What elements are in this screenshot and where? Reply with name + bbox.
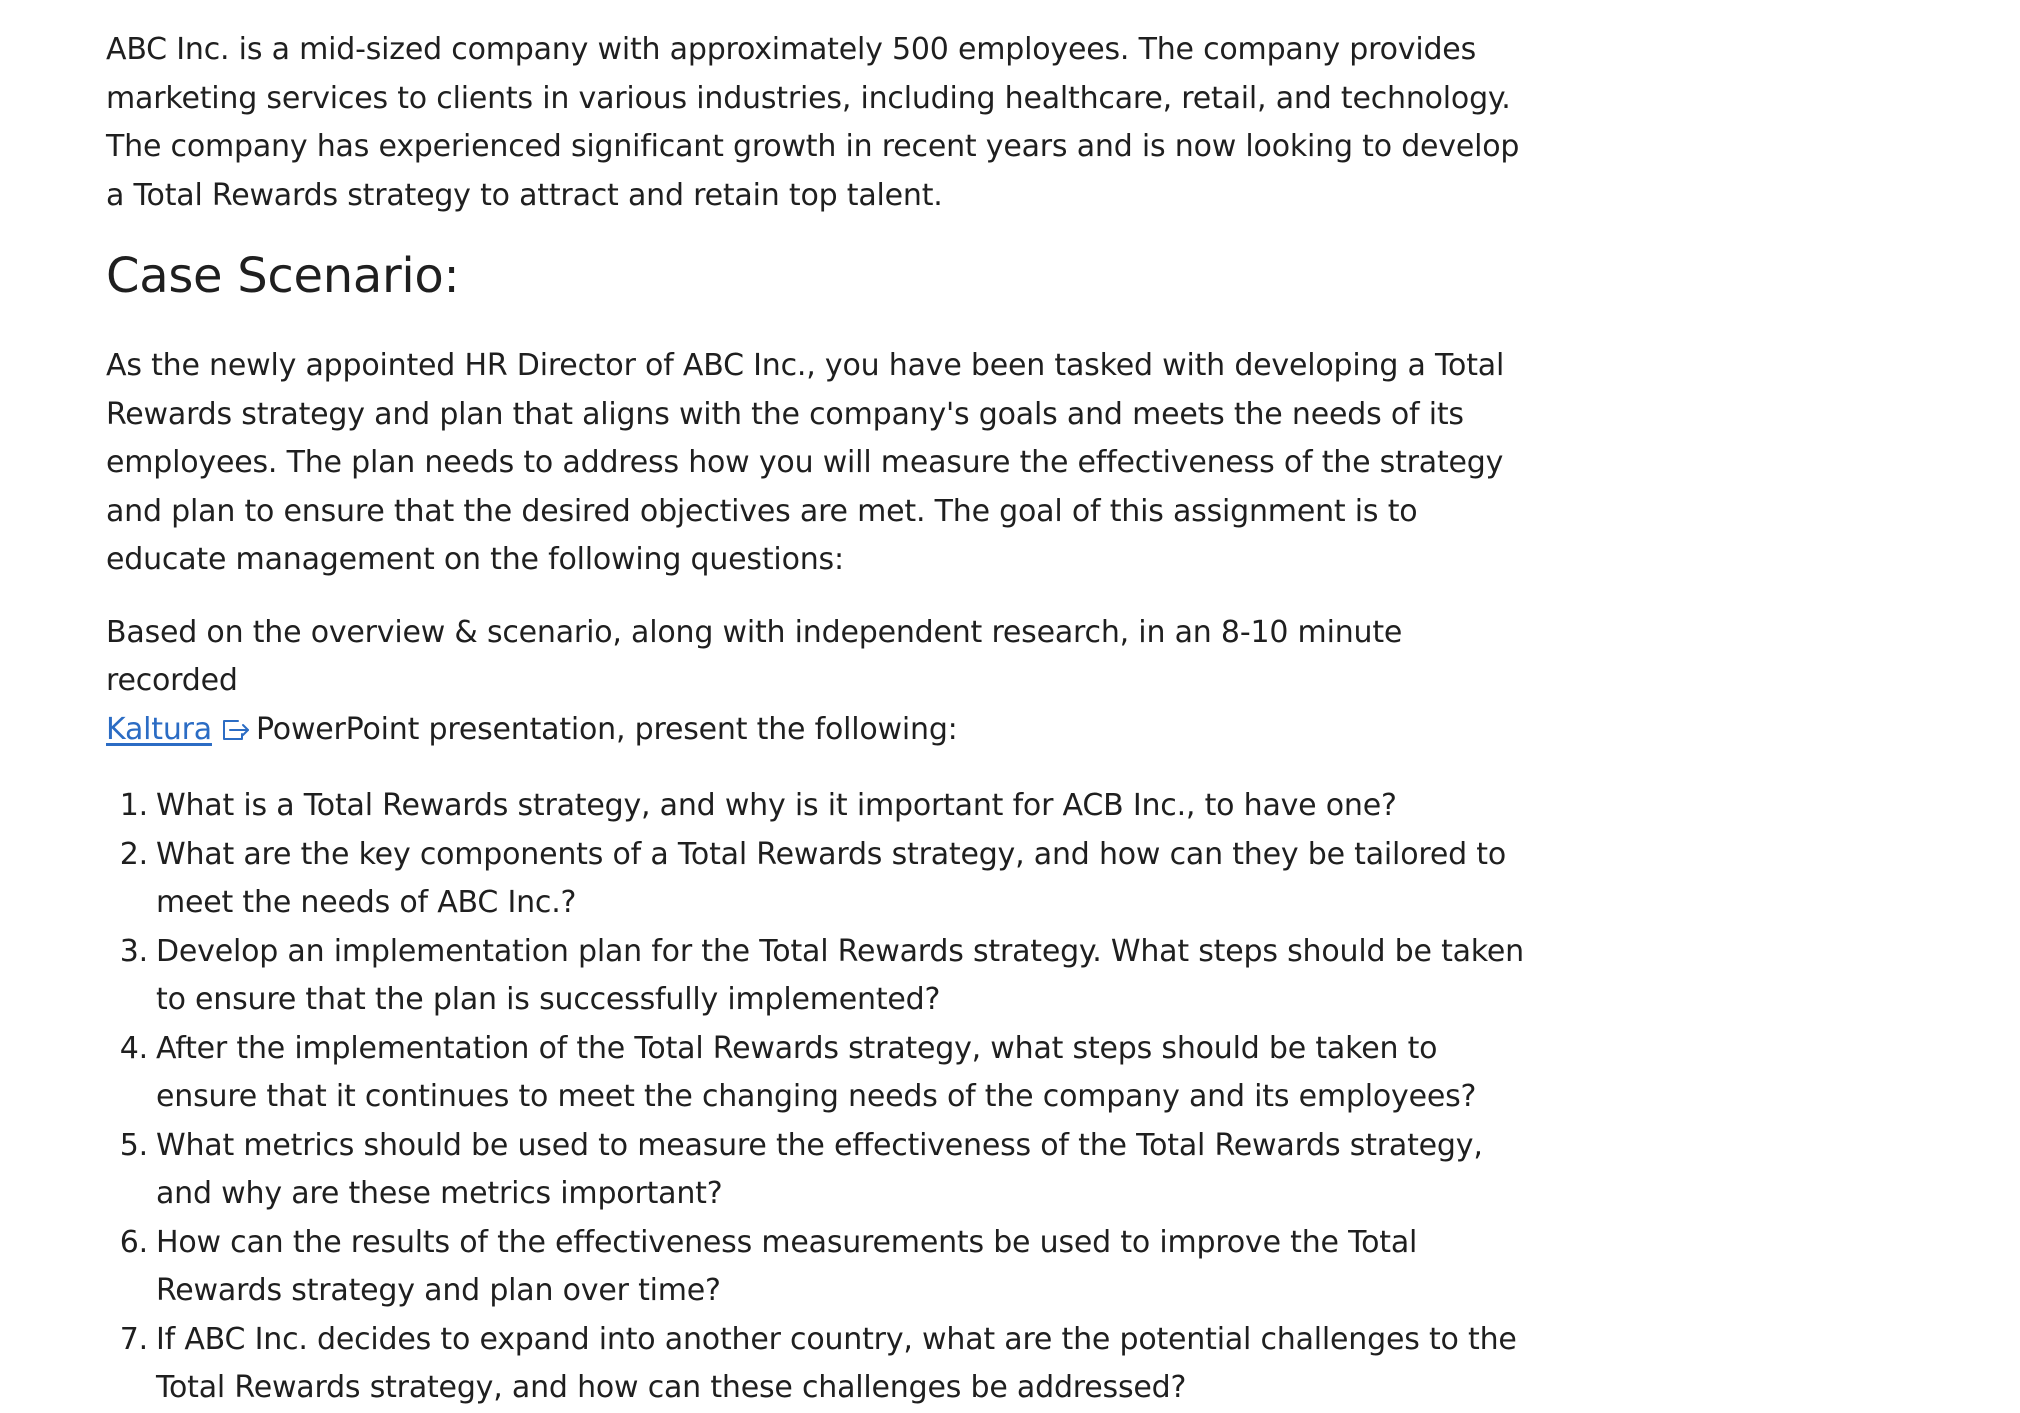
list-item bbox=[106, 1316, 1526, 1413]
list-number: 5. bbox=[119, 1127, 148, 1163]
list-number: 2. bbox=[119, 836, 148, 872]
list-item bbox=[106, 1025, 1526, 1122]
intro-paragraph: ABC Inc. is a mid-sized company with approximately 500 employees. The company provides marketing services to clients in various industries, including healthcare, retail, and technology. The company has experienced significant growth in recent years and is now looking to develop a Total Rewards strategy to attract and retain top talent. bbox=[106, 32, 1520, 213]
scenario-paragraph: As the newly appointed HR Director of ABC Inc., you have been tasked with developing a Total Rewards strategy and plan that aligns with the company's goals and meets the needs of its employees. The plan needs to address how you will measure the effectiveness of the strategy and plan to ensure that the desired objectives are met. The goal of this assignment is to educate management on the following questions: bbox=[106, 348, 1505, 577]
task-text-after-link: PowerPoint presentation, present the following: bbox=[255, 711, 958, 747]
list-item bbox=[106, 831, 1526, 928]
list-item-text: Develop an implementation plan for the Total Rewards strategy. What steps should be taken to ensure that the plan is successfully implemented? bbox=[156, 933, 1524, 1017]
list-item bbox=[106, 782, 1526, 831]
list-number: 7. bbox=[119, 1321, 148, 1357]
list-number: 1. bbox=[119, 788, 148, 823]
list-number: 4. bbox=[119, 1030, 148, 1066]
external-link-icon[interactable] bbox=[220, 710, 252, 759]
task-paragraph bbox=[106, 609, 1526, 759]
case-scenario-heading: Case Scenario: bbox=[106, 248, 460, 304]
list-item bbox=[106, 1219, 1526, 1316]
list-item-text: If ABC Inc. decides to expand into another country, what are the potential challenges to the Total Rewards strategy, and how can these challenges be addressed? bbox=[156, 1321, 1517, 1405]
assignment-content bbox=[106, 26, 1526, 1413]
list-item-text: What is a Total Rewards strategy, and why is it important for ACB Inc., to have one? bbox=[156, 788, 1397, 823]
list-item-text: What are the key components of a Total Rewards strategy, and how can they be tailored to meet the needs of ABC Inc.? bbox=[156, 836, 1506, 920]
list-number: 6. bbox=[119, 1224, 148, 1260]
list-item bbox=[106, 928, 1526, 1025]
list-item bbox=[106, 1122, 1526, 1219]
list-number: 3. bbox=[119, 933, 148, 969]
list-item-text: What metrics should be used to measure the effectiveness of the Total Rewards strategy, and why are these metrics important? bbox=[156, 1127, 1483, 1211]
questions-list bbox=[106, 782, 1526, 1413]
list-item-text: How can the results of the effectiveness measurements be used to improve the Total Rewards strategy and plan over time? bbox=[156, 1224, 1418, 1308]
kaltura-link[interactable]: Kaltura bbox=[106, 711, 212, 747]
task-text-before-link: Based on the overview & scenario, along with independent research, in an 8-10 minute recorded bbox=[106, 614, 1403, 698]
list-item-text: After the implementation of the Total Rewards strategy, what steps should be taken to ensure that it continues to meet the changing needs of the company and its employees? bbox=[156, 1030, 1477, 1114]
